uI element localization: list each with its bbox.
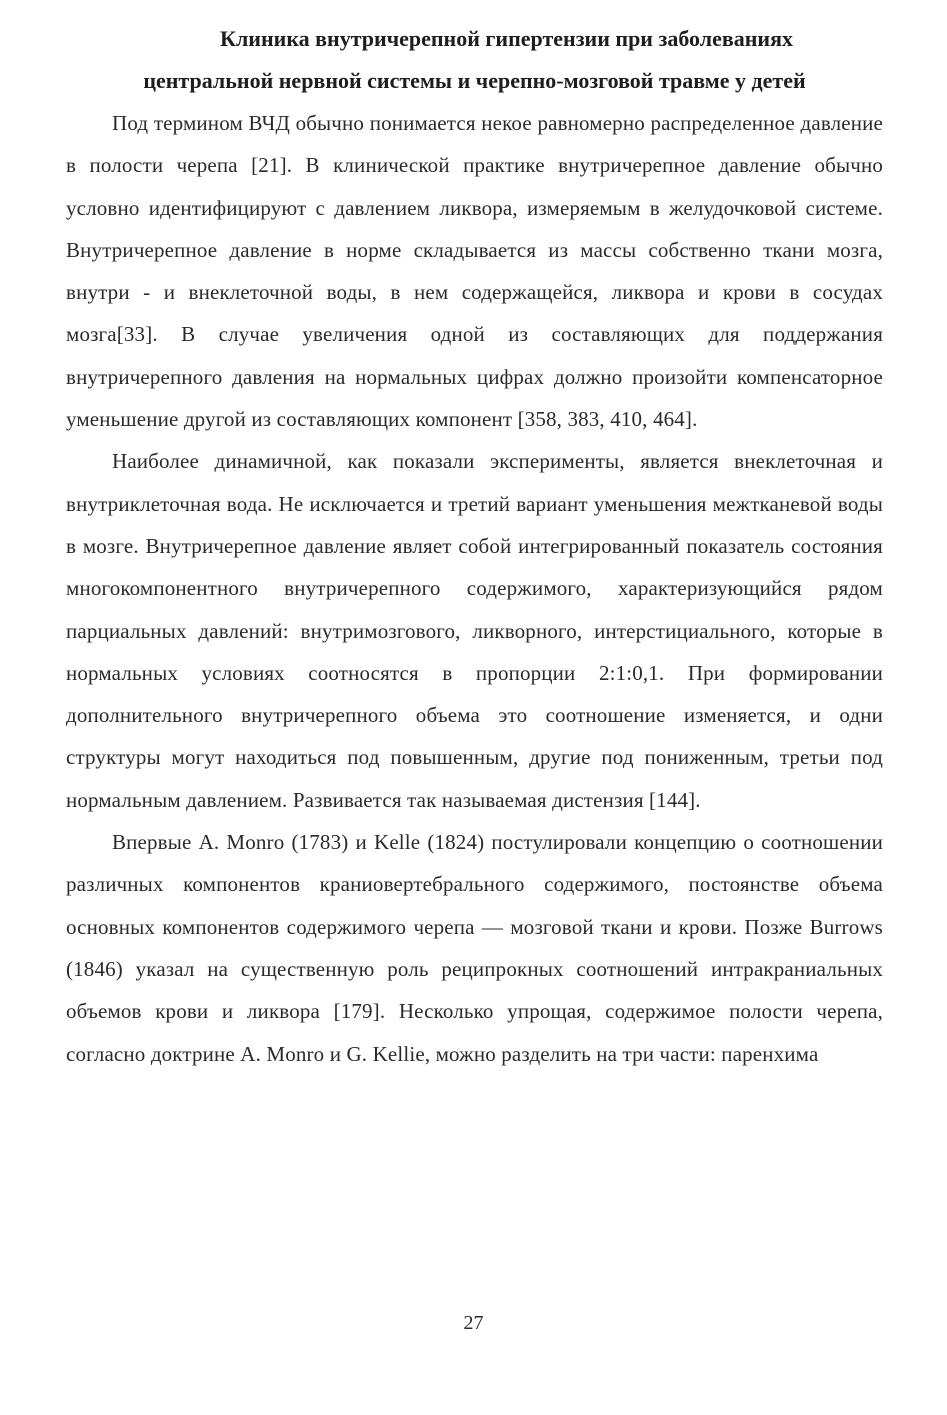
document-page: [66, 18, 883, 1075]
section-heading: [66, 18, 883, 102]
heading-line-2: центральной нервной системы и черепно-мозговой травме у детей: [143, 68, 806, 93]
paragraph-monro-kellie: Впервые A. Monro (1783) и Kelle (1824) постулировали концепцию о соотношении различных компонентов краниовертебрального содержимого, постоянстве объема основных компонентов содержимого черепа — мозговой ткани и крови. Позже Burrows (1846) указал на существенную роль реципрокных соотношений интракраниальных объемов крови и ликвора [179]. Несколько упрощая, содержимое полости черепа, согласно доктрине A. Monro и G. Kellie, можно разделить на три части: паренхима: [66, 830, 883, 1066]
paragraph-dynamic-water: Наиболее динамичной, как показали эксперименты, является внеклеточная и внутриклеточная вода. Не исключается и третий вариант уменьшения межтканевой воды в мозге. Внутричерепное давление являет собой интегрированный показатель состояния многокомпонентного внутричерепного содержимого, характеризующийся рядом парциальных давлений: внутримозгового, ликворного, интерстициального, которые в нормальных условиях соотносятся в пропорции 2:1:0,1. При формировании дополнительного внутричерепного объема это соотношение изменяется, и одни структуры могут находиться под повышенным, другие под пониженным, третьи под нормальным давлением. Развивается так называемая дистензия [144].: [66, 449, 883, 812]
paragraph-icp-definition: Под термином ВЧД обычно понимается некое равномерно распределенное давление в полости черепа [21]. В клинической практике внутричерепное давление обычно условно идентифицируют с давлением ликвора, измеряемым в желудочковой системе. Внутричерепное давление в норме складывается из массы собственно ткани мозга, внутри - и внеклеточной воды, в нем содержащейся, ликвора и крови в сосудах мозга[33]. В случае увеличения одной из составляющих для поддержания внутричерепного давления на нормальных цифрах должно произойти компенсаторное уменьшение другой из составляющих компонент [358, 383, 410, 464].: [66, 111, 883, 432]
heading-line-1: Клиника внутричерепной гипертензии при заболеваниях: [220, 26, 793, 51]
page-number: 27: [463, 1312, 484, 1334]
